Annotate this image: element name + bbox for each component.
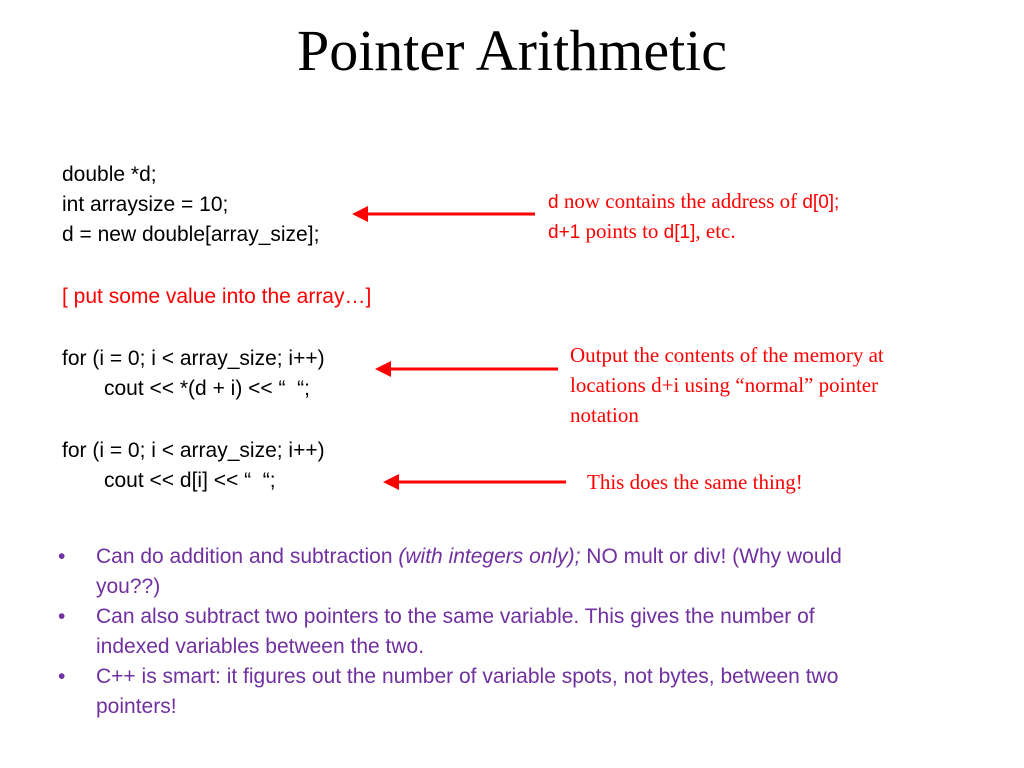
bullet-addition-italic: (with integers only);	[398, 545, 581, 568]
note-d-plus-1-label: d+1	[548, 222, 581, 243]
arrow-1	[352, 206, 535, 222]
note-etc-text: , etc.	[695, 219, 736, 243]
bullet-item-cpp-smart	[58, 662, 958, 722]
note-d0-label: d[0];	[802, 192, 840, 213]
code-line-new-double: d = new double[array_size];	[62, 223, 320, 246]
slide-title: Pointer Arithmetic	[296, 18, 728, 83]
note-same-thing: This does the same thing!	[587, 470, 803, 494]
bullet-list	[58, 542, 958, 722]
bullet-marker: •	[58, 665, 66, 688]
note-output-line3: notation	[570, 403, 639, 427]
code-loop1-header: for (i = 0; i < array_size; i++)	[62, 347, 325, 370]
code-loop2-header: for (i = 0; i < array_size; i++)	[62, 439, 325, 462]
bullet-addition-post: NO mult or div! (Why would	[580, 545, 842, 568]
note-contains-text: now contains the address of	[558, 189, 803, 213]
code-placeholder-comment: [ put some value into the array…]	[62, 285, 372, 308]
code-line-arraysize: int arraysize = 10;	[62, 193, 229, 216]
bullet-marker: •	[58, 605, 66, 628]
arrow-3	[383, 474, 566, 490]
note-address-line2	[548, 216, 736, 248]
bullet-addition-pre: Can do addition and subtraction	[96, 545, 399, 568]
bullet-subtract-line2: indexed variables between the two.	[96, 635, 425, 658]
note-address-line1	[548, 186, 839, 218]
bullet-addition-line2: you??)	[96, 575, 161, 598]
note-output-line2: locations d+i using “normal” pointer	[570, 373, 879, 397]
code-loop1-body: cout << *(d + i) << “ “;	[104, 377, 311, 400]
note-points-to-text: points to	[580, 219, 664, 243]
bullet-cpp-line1: C++ is smart: it figures out the number of variable spots, not bytes, between two	[96, 665, 839, 688]
note-d1-label: d[1]	[663, 222, 696, 243]
bullet-marker: •	[58, 545, 66, 568]
code-line-double-pointer: double *d;	[62, 163, 157, 186]
note-output-line1: Output the contents of the memory at	[570, 343, 884, 367]
code-loop2-body: cout << d[i] << “ “;	[104, 469, 276, 492]
bullet-item-subtract	[58, 602, 958, 662]
bullet-item-addition	[58, 542, 958, 602]
bullet-subtract-line1: Can also subtract two pointers to the same variable. This gives the number of	[96, 605, 815, 628]
bullet-cpp-line2: pointers!	[96, 695, 177, 718]
arrow-2	[375, 361, 558, 377]
note-d-label: d	[548, 192, 559, 213]
